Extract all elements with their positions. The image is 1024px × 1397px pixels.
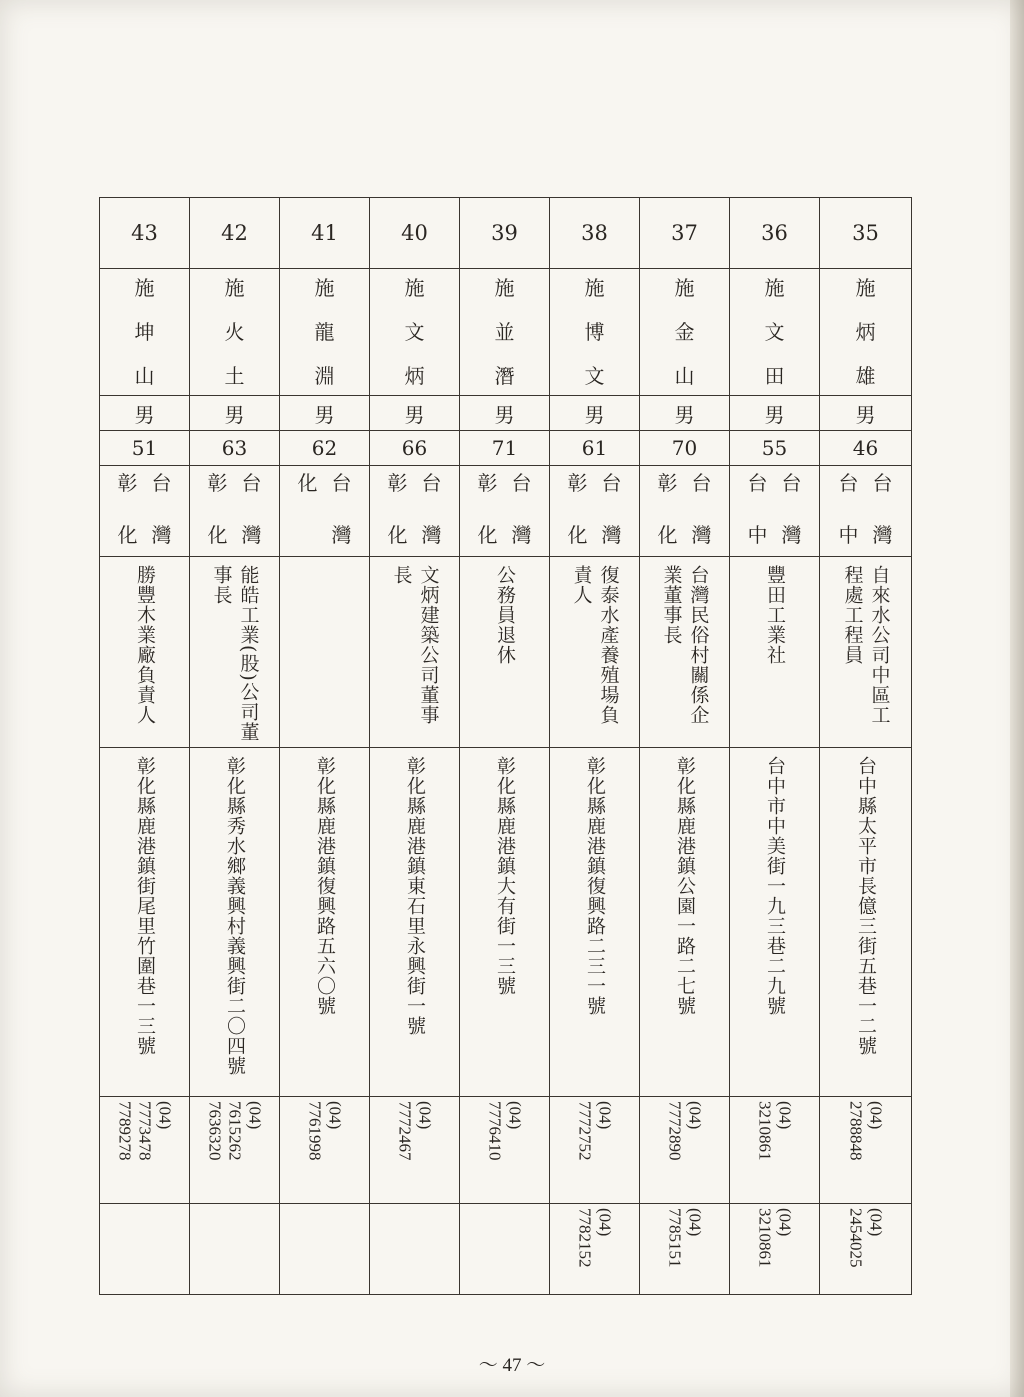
member-age: 63 [190,431,280,466]
member-number: 43 [100,198,190,269]
member-phone-cell [280,1097,370,1204]
origin-char: 灣 [241,523,262,547]
member-origin-cell [550,466,640,557]
member-name-cell [550,269,640,396]
member-phone-alt-cell [370,1204,460,1295]
member-occupation-cell [820,557,912,748]
origin-char: 彰 [117,471,138,495]
origin-char: 化 [117,523,138,547]
origin-char: 灣 [872,523,893,547]
row-origin [100,466,912,557]
member-origin-cell [730,466,820,557]
member-name-cell [280,269,370,396]
member-origin-cell [820,466,912,557]
origin-line [118,473,138,545]
member-phone-alt-cell [820,1204,912,1295]
member-sex: 男 [730,396,820,431]
origin-char: 灣 [601,523,622,547]
member-name [280,278,369,386]
member-origin-cell [370,466,460,557]
member-occupation-cell [280,557,370,748]
origin-line [512,473,532,545]
origin-line [658,473,678,545]
member-occupation-cell [640,557,730,748]
member-phone: (04) 2788848 [846,1101,886,1161]
member-name-cell [100,269,190,396]
member-number: 37 [640,198,730,269]
name-char: 文 [584,364,605,388]
page-number: ～ 47 ～ [478,1355,546,1376]
origin-char: 灣 [421,523,442,547]
member-phone-alt-cell [730,1204,820,1295]
member-occupation-cell [190,557,280,748]
member-age: 51 [100,431,190,466]
origin-char: 灣 [691,523,712,547]
member-origin [100,469,189,553]
origin-char: 彰 [387,471,408,495]
origin-line [873,473,893,545]
member-occupation-cell [550,557,640,748]
origin-char: 台 [331,471,352,495]
member-phone-alt-cell [550,1204,640,1295]
member-roster-table [99,197,912,1295]
origin-char: 化 [657,523,678,547]
member-age: 71 [460,431,550,466]
name-char: 雄 [855,364,876,388]
origin-char: 中 [747,523,768,547]
row-address [100,748,912,1097]
member-address: 彰化縣鹿港鎮街尾里竹圍巷一三號 [133,756,156,1056]
name-char: 土 [224,364,245,388]
member-origin-cell [100,466,190,557]
name-char: 龍 [314,320,335,344]
member-address-cell [100,748,190,1097]
member-occupation: 台灣民俗村關係企業董事長 [660,565,710,725]
member-phone-cell [550,1097,640,1204]
member-age: 66 [370,431,460,466]
origin-char: 彰 [207,471,228,495]
member-phone: (04) 7761998 [305,1101,345,1161]
member-name [190,278,279,386]
origin-char: 化 [387,523,408,547]
member-sex: 男 [280,396,370,431]
member-age: 70 [640,431,730,466]
name-char: 施 [764,276,785,300]
member-phone: (04) 3210861 [755,1101,795,1161]
member-number: 35 [820,198,912,269]
name-char: 施 [855,276,876,300]
origin-line [782,473,802,545]
member-origin [550,469,639,553]
member-phone: (04) 7773478 7789278 [115,1101,175,1161]
origin-char: 台 [838,471,859,495]
member-occupation: 豐田工業社 [763,565,786,665]
member-address: 彰化縣鹿港鎮大有街一三號 [493,756,516,996]
member-phone: (04) 7772467 [395,1101,435,1161]
member-origin-cell [190,466,280,557]
member-origin-cell [640,466,730,557]
origin-char: 台 [747,471,768,495]
origin-line [692,473,712,545]
name-char: 施 [584,276,605,300]
member-number: 38 [550,198,640,269]
member-phone-cell [820,1097,912,1204]
origin-char: 灣 [331,523,352,547]
name-char: 施 [404,276,425,300]
name-char: 田 [764,364,785,388]
member-phone: (04) 7772752 [575,1101,615,1161]
origin-line [242,473,262,545]
member-address-cell [280,748,370,1097]
member-age: 61 [550,431,640,466]
origin-char: 台 [151,471,172,495]
member-occupation: 能皓工業(股)公司董事長 [210,565,260,742]
origin-line [748,473,768,545]
member-address-cell [640,748,730,1097]
origin-char: 台 [241,471,262,495]
member-age: 55 [730,431,820,466]
member-age: 62 [280,431,370,466]
member-occupation-cell [100,557,190,748]
member-number: 42 [190,198,280,269]
member-name-cell [640,269,730,396]
member-number: 40 [370,198,460,269]
origin-char: 化 [567,523,588,547]
name-char: 施 [314,276,335,300]
origin-line [208,473,228,545]
origin-char: 台 [421,471,442,495]
member-address: 台中縣太平市長億三街五巷一二號 [854,756,877,1056]
member-occupation: 公務員退休 [493,565,516,665]
member-address: 彰化縣鹿港鎮東石里永興街一號 [403,756,426,1036]
member-origin [730,469,819,553]
member-phone-alt-cell [190,1204,280,1295]
member-sex: 男 [550,396,640,431]
origin-line [298,473,318,545]
name-char: 施 [224,276,245,300]
member-number: 36 [730,198,820,269]
origin-line [839,473,859,545]
member-origin [820,469,911,553]
member-address: 台中市中美街一九三巷二九號 [763,756,786,1016]
origin-line [152,473,172,545]
member-name-cell [460,269,550,396]
member-sex: 男 [820,396,912,431]
name-char: 金 [674,320,695,344]
member-sex: 男 [100,396,190,431]
name-char: 文 [404,320,425,344]
origin-char: 灣 [511,523,532,547]
member-occupation-cell [370,557,460,748]
member-sex: 男 [640,396,730,431]
origin-char: 化 [297,471,318,495]
row-age [100,431,912,466]
name-char: 文 [764,320,785,344]
member-name-cell [820,269,912,396]
member-phone: (04) 7772890 [665,1101,705,1161]
member-sex: 男 [190,396,280,431]
member-sex: 男 [460,396,550,431]
member-occupation: 勝豐木業廠負責人 [133,565,156,725]
member-name [820,278,911,386]
member-phone-alt: (04) 7785151 [665,1208,705,1268]
origin-char: 彰 [477,471,498,495]
member-number: 39 [460,198,550,269]
member-number: 41 [280,198,370,269]
member-address: 彰化縣鹿港鎮復興路五六〇號 [313,756,336,1016]
member-origin [190,469,279,553]
member-name [550,278,639,386]
member-address-cell [190,748,280,1097]
member-name [640,278,729,386]
member-name-cell [190,269,280,396]
origin-char: 化 [207,523,228,547]
row-phone [100,1097,912,1204]
name-char: 火 [224,320,245,344]
name-char: 潛 [494,364,515,388]
name-char: 施 [134,276,155,300]
member-occupation-cell [460,557,550,748]
name-char: 山 [674,364,695,388]
member-phone-cell [460,1097,550,1204]
member-name [370,278,459,386]
origin-line [332,473,352,545]
member-name [100,278,189,386]
member-name-cell [370,269,460,396]
name-char: 炳 [404,364,425,388]
member-address-cell [370,748,460,1097]
member-age: 46 [820,431,912,466]
member-name [460,278,549,386]
name-char: 施 [674,276,695,300]
member-phone-alt-cell [100,1204,190,1295]
origin-line [478,473,498,545]
member-origin [640,469,729,553]
row-sex [100,396,912,431]
origin-char: 灣 [151,523,172,547]
member-phone-alt-cell [280,1204,370,1295]
page-edge-strip [1010,0,1024,1397]
member-occupation: 復泰水產養殖場負責人 [570,565,620,725]
row-phone-alt [100,1204,912,1295]
member-phone: (04) 7615262 7636320 [205,1101,265,1161]
member-sex: 男 [370,396,460,431]
row-number [100,198,912,269]
member-phone-alt: (04) 2454025 [846,1208,886,1268]
name-char: 淵 [314,364,335,388]
member-address-cell [730,748,820,1097]
name-char: 博 [584,320,605,344]
member-address: 彰化縣鹿港鎮公園一路二七號 [673,756,696,1016]
member-name-cell [730,269,820,396]
row-name [100,269,912,396]
member-address-cell [460,748,550,1097]
member-address: 彰化縣秀水鄉義興村義興街二〇四號 [223,756,246,1076]
member-address-cell [550,748,640,1097]
member-phone-alt-cell [640,1204,730,1295]
origin-char: 台 [872,471,893,495]
origin-char: 彰 [657,471,678,495]
name-char: 並 [494,320,515,344]
row-occupation [100,557,912,748]
member-phone-alt: (04) 7782152 [575,1208,615,1268]
member-phone-alt: (04) 3210861 [755,1208,795,1268]
member-phone-cell [370,1097,460,1204]
name-char: 坤 [134,320,155,344]
member-phone-cell [640,1097,730,1204]
member-origin [370,469,459,553]
origin-char: 化 [477,523,498,547]
origin-char: 灣 [781,523,802,547]
member-phone-cell [100,1097,190,1204]
origin-char: 彰 [567,471,588,495]
member-address-cell [820,748,912,1097]
member-phone-alt-cell [460,1204,550,1295]
member-origin [280,469,369,553]
member-origin-cell [280,466,370,557]
name-char: 炳 [855,320,876,344]
origin-line [388,473,408,545]
member-origin [460,469,549,553]
origin-line [568,473,588,545]
origin-char: 台 [511,471,532,495]
member-occupation: 自來水公司中區工程處工程員 [841,565,891,725]
member-phone-cell [190,1097,280,1204]
origin-char: 台 [601,471,622,495]
origin-line [602,473,622,545]
origin-char: 台 [781,471,802,495]
member-address: 彰化縣鹿港鎮復興路二三一號 [583,756,606,1016]
member-phone: (04) 7776410 [485,1101,525,1161]
member-occupation-cell [730,557,820,748]
member-phone-cell [730,1097,820,1204]
origin-line [422,473,442,545]
member-name [730,278,819,386]
member-origin-cell [460,466,550,557]
name-char: 施 [494,276,515,300]
name-char: 山 [134,364,155,388]
origin-char: 台 [691,471,712,495]
member-occupation: 文炳建築公司董事長 [390,565,440,725]
origin-char: 中 [838,523,859,547]
